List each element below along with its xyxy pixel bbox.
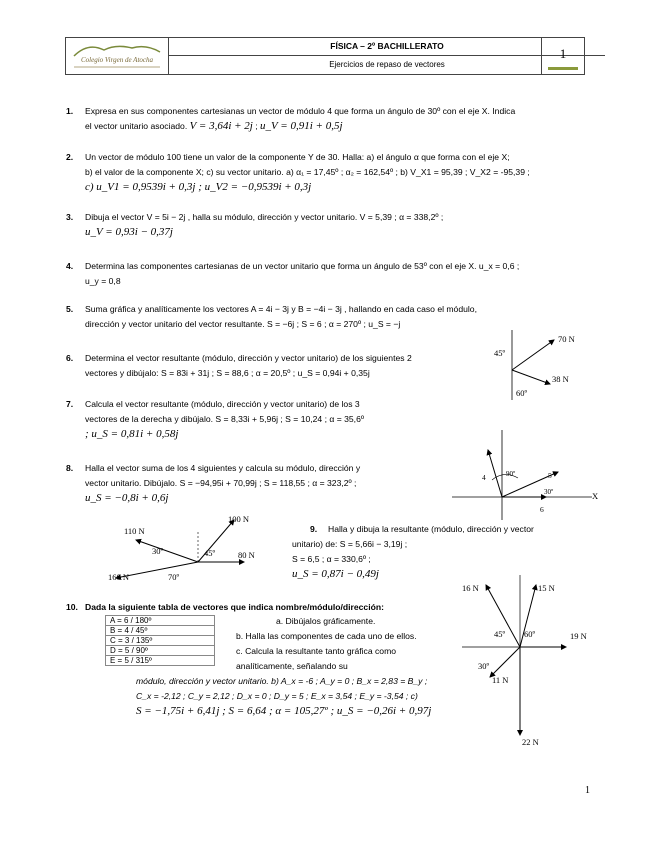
svg-text:60º: 60º <box>516 388 528 398</box>
diagram-q10 <box>452 575 602 750</box>
page-number: 1 <box>585 785 590 796</box>
vector-table: A = 6 / 180º B = 4 / 45º C = 3 / 135º D = 5 / 90º E = 5 / 315º <box>105 615 215 666</box>
svg-text:80 N: 80 N <box>238 550 255 560</box>
diagram-q8 <box>108 512 278 590</box>
diagram-q6 <box>490 330 600 400</box>
svg-text:100 N: 100 N <box>228 514 250 524</box>
svg-text:16 N: 16 N <box>462 583 479 593</box>
course-title: FÍSICA – 2º BACHILLERATO <box>169 38 605 56</box>
svg-text:30º: 30º <box>544 488 554 496</box>
svg-text:5: 5 <box>548 471 552 480</box>
svg-text:38 N: 38 N <box>552 374 569 384</box>
svg-text:15 N: 15 N <box>538 583 555 593</box>
svg-text:90º: 90º <box>506 470 516 478</box>
svg-text:70 N: 70 N <box>558 334 575 344</box>
svg-text:Colegio Virgen de Atocha: Colegio Virgen de Atocha <box>81 56 153 64</box>
school-logo <box>66 38 169 74</box>
svg-text:60º: 60º <box>524 629 536 639</box>
svg-text:45º: 45º <box>494 348 506 358</box>
svg-text:110 N: 110 N <box>124 526 145 536</box>
diagram-q7 <box>452 430 602 520</box>
sheet-subtitle: Ejercicios de repaso de vectores <box>329 60 445 69</box>
question-10-parts: a. Dibújalos gráficamente. b. Halla las componentes de cada uno de ellos. c. Calcula la resultante tanto gráfica como analíticamente, señalando su módulo, dirección y vector unitario. b) A_x = -6 ; A_y = 0 ; B_x = 2,83 = B_y ; C_x = -2,12 ; C_y = 2,12 ; D_x = 0 ; D_y = 5 ; E_x = 3,54 ; E_y = -3,54 ; c) S = −1,75i + 6,41j ; S = 6,64 ; α = 105,27º ; u_S = −0,26i + 0,97j <box>136 616 432 717</box>
svg-text:X: X <box>592 491 599 501</box>
svg-text:19 N: 19 N <box>570 631 587 641</box>
svg-text:45º: 45º <box>204 548 216 558</box>
svg-text:4: 4 <box>482 473 486 482</box>
svg-text:22 N: 22 N <box>522 737 539 747</box>
svg-text:6: 6 <box>540 505 544 514</box>
svg-text:160 N: 160 N <box>108 572 130 582</box>
svg-text:30º: 30º <box>152 546 164 556</box>
svg-text:70º: 70º <box>168 572 180 582</box>
page-box: 1 <box>541 38 584 74</box>
svg-text:30º: 30º <box>478 661 490 671</box>
svg-text:45º: 45º <box>494 629 506 639</box>
header-box <box>65 37 585 75</box>
svg-text:11 N: 11 N <box>492 675 509 685</box>
